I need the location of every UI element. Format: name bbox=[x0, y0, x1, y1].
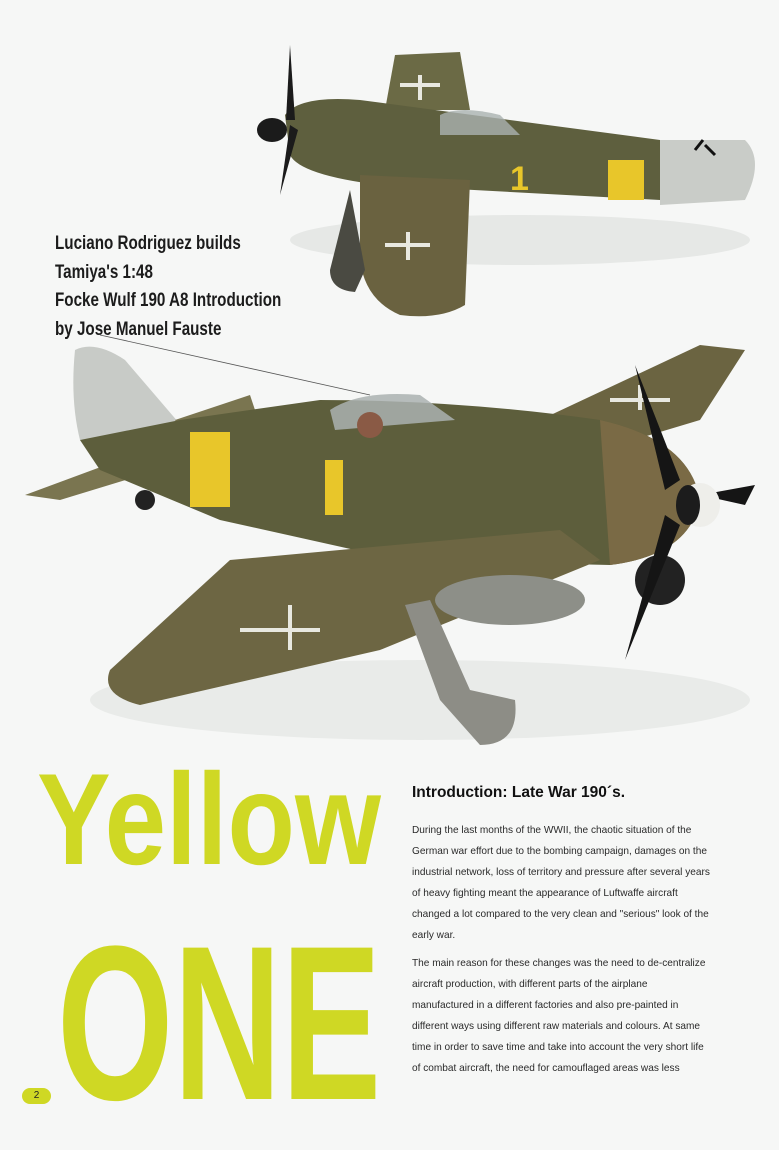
section-heading: Introduction: Late War 190´s. bbox=[412, 784, 626, 801]
credit-line: Tamiya's 1:48 bbox=[55, 261, 153, 283]
text-line: different ways using different raw materials and colours. At same bbox=[412, 1021, 701, 1032]
text-line: During the last months of the WWII, the chaotic situation of the bbox=[412, 825, 692, 836]
text-line: of heavy fighting meant the appearance of Luftwaffe aircraft bbox=[412, 888, 678, 899]
text-line: industrial network, loss of territory and pressure after several years bbox=[412, 867, 710, 878]
text-line: aircraft production, with different parts of the airplane bbox=[412, 979, 648, 990]
article-credits bbox=[55, 230, 338, 344]
text-line: manufactured in a different factories and also pre-painted in bbox=[412, 1000, 679, 1011]
paragraph-2 bbox=[412, 953, 772, 1079]
text-line: changed a lot compared to the very clean and "serious" look of the bbox=[412, 909, 709, 920]
credit-line: Focke Wulf 190 A8 Introduction bbox=[55, 290, 282, 311]
article-body bbox=[412, 784, 772, 1086]
text-line: time in order to save time and take into account the very short life bbox=[412, 1042, 704, 1053]
paragraph-1 bbox=[412, 820, 772, 946]
aircraft-number-marking: 1 bbox=[510, 160, 529, 198]
text-line: The main reason for these changes was the need to de-centralize bbox=[412, 958, 706, 969]
text-line: early war. bbox=[412, 930, 456, 941]
headline-one: ONE bbox=[57, 900, 382, 1146]
headline-yellow: Yellow bbox=[37, 746, 381, 892]
credit-line: by Jose Manuel Fauste bbox=[55, 318, 222, 340]
credit-line: Luciano Rodriguez builds bbox=[55, 233, 241, 254]
page-number: 2 bbox=[22, 1088, 51, 1104]
text-line: of combat aircraft, the need for camouflaged areas was less bbox=[412, 1063, 680, 1074]
text-line: German war effort due to the bombing campaign, damages on the bbox=[412, 846, 707, 857]
